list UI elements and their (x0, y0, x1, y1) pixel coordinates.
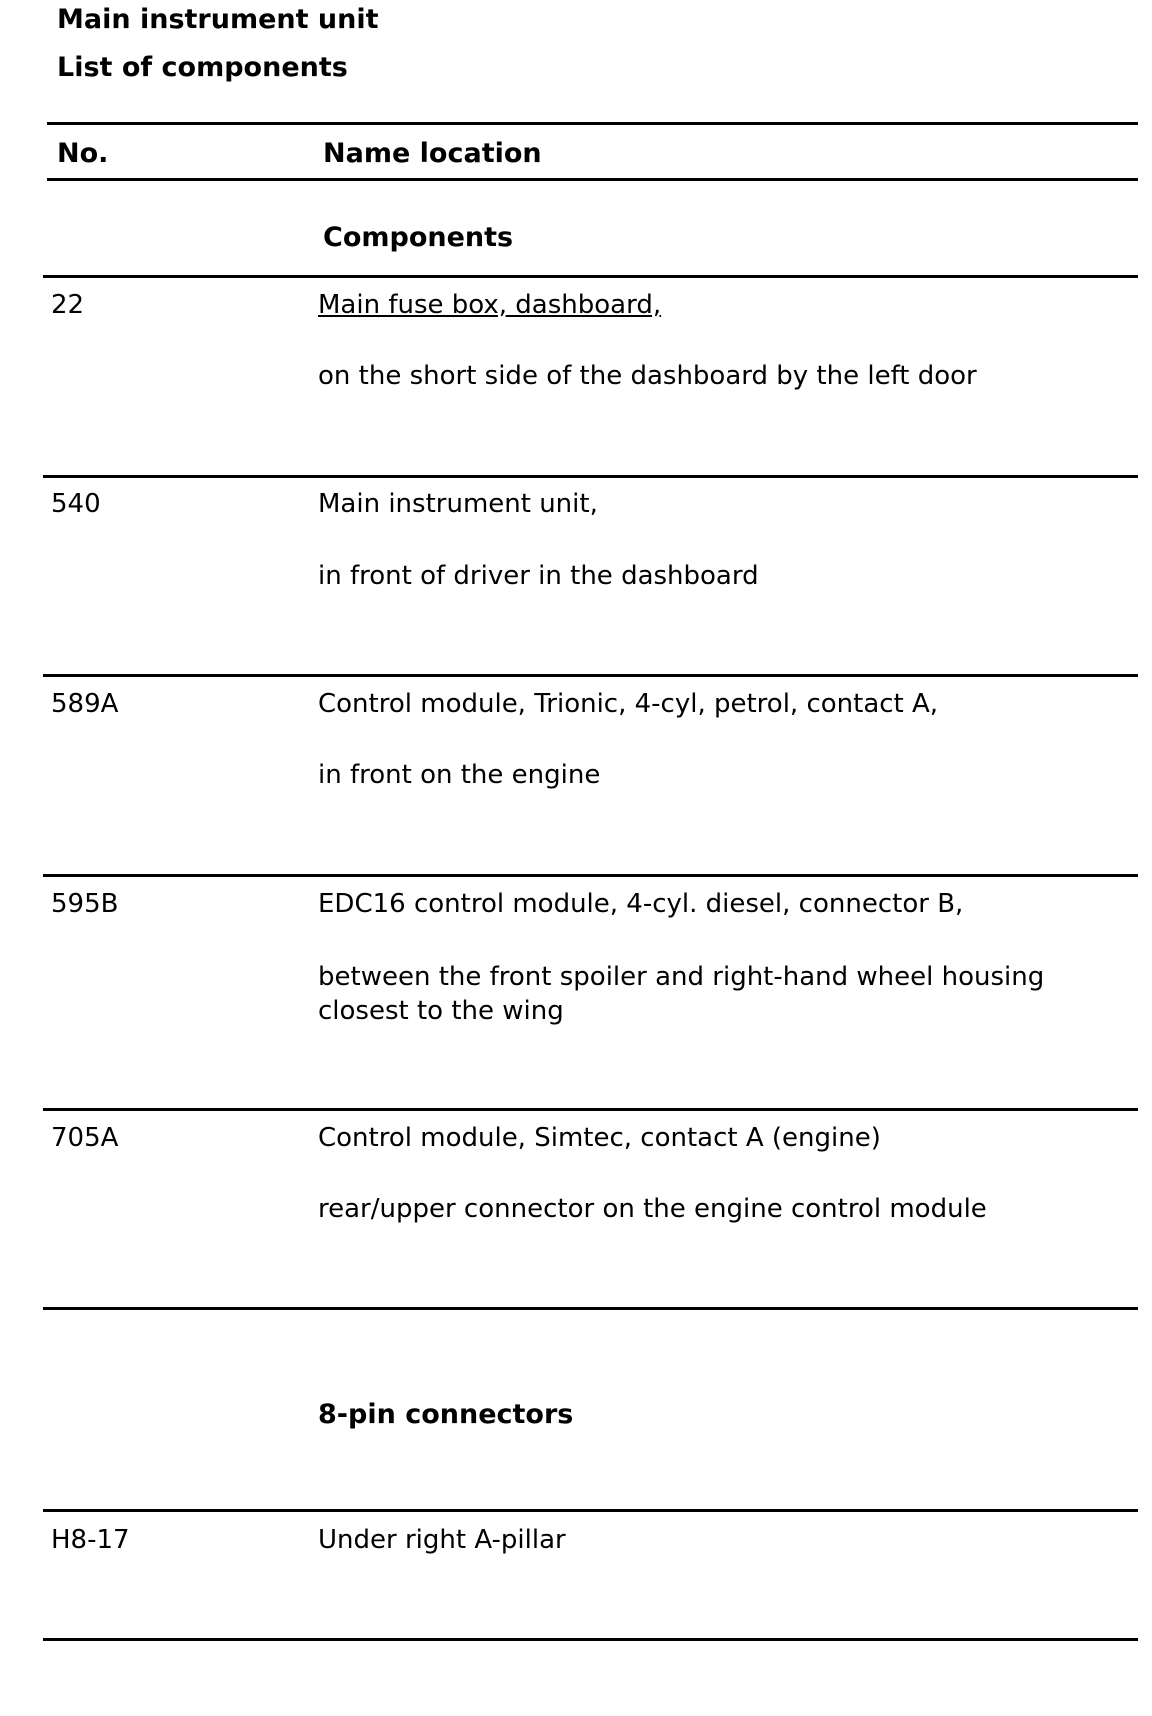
component-location: in front of driver in the dashboard (318, 561, 759, 591)
table-bottom-rule (43, 1638, 1138, 1641)
row-separator (43, 1307, 1138, 1310)
row-number: 22 (51, 290, 85, 320)
component-location: in front on the engine (318, 760, 601, 790)
column-header-no: No. (57, 138, 109, 169)
row-separator (43, 874, 1138, 877)
row-separator (43, 1108, 1138, 1111)
component-link-main-fuse-box[interactable]: Main fuse box, dashboard, (318, 290, 662, 320)
connector-location: Under right A-pillar (318, 1525, 566, 1555)
component-location: between the front spoiler and right-hand wheel housing closest to the wing (318, 962, 1045, 1026)
section-heading-components: Components (323, 222, 514, 253)
section-heading-8-pin-connectors: 8-pin connectors (318, 1399, 574, 1430)
component-location: on the short side of the dashboard by the left door (318, 361, 977, 391)
component-name: Control module, Trionic, 4-cyl, petrol, contact A, (318, 689, 939, 719)
component-name: EDC16 control module, 4-cyl. diesel, connector B, (318, 889, 964, 919)
component-name: Control module, Simtec, contact A (engine) (318, 1123, 881, 1153)
row-number: 595B (51, 889, 119, 919)
row-number: H8-17 (51, 1525, 130, 1555)
header-bottom-rule (47, 178, 1138, 181)
row-separator (43, 275, 1138, 278)
row-separator (43, 1509, 1138, 1512)
column-header-name-location: Name location (323, 138, 542, 169)
row-separator (43, 674, 1138, 677)
row-number: 589A (51, 689, 119, 719)
row-number: 540 (51, 489, 101, 519)
document-subtitle: List of components (57, 52, 348, 83)
component-name: Main instrument unit, (318, 489, 598, 519)
row-separator (43, 475, 1138, 478)
header-top-rule (47, 122, 1138, 125)
component-location: rear/upper connector on the engine control module (318, 1194, 987, 1224)
row-number: 705A (51, 1123, 119, 1153)
document-title: Main instrument unit (57, 4, 379, 35)
